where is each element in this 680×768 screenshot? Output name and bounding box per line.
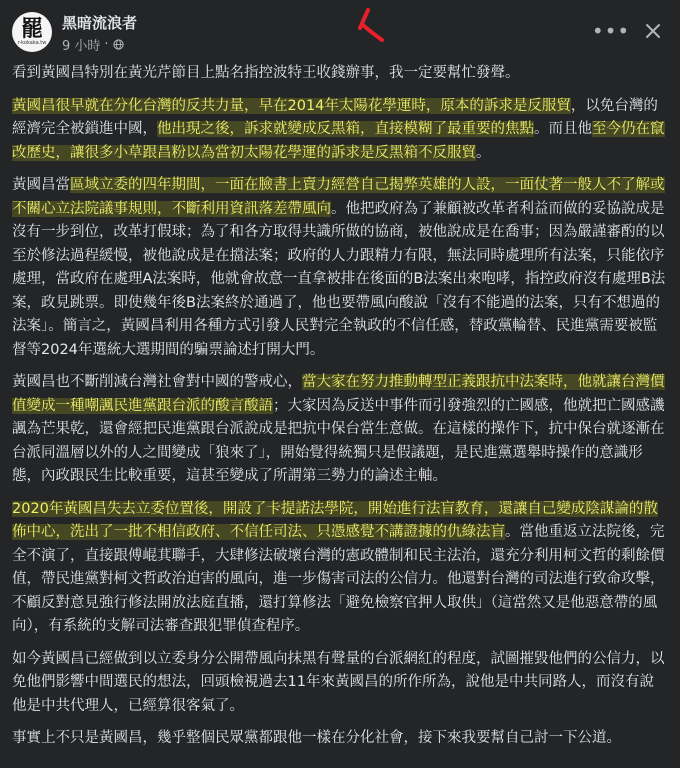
highlighted-text: 黃國昌很早就在分化台灣的反共力量，早在2014年太陽花學運時，原本的訴求是反服貿	[12, 97, 571, 114]
highlighted-text: 至今仍在竄改歷史，讓很多小草跟昌粉以為當初太陽花學運的訴求是反黑箱不反服貿	[12, 121, 665, 161]
avatar[interactable]	[12, 12, 52, 52]
body-text: ；大家因為反送中事件而引發強烈的亡國感，他就把亡國感譏諷為芒果乾，還會經把民進黨跟台派說成是把抗中保台當生意做。在這樣的操作下，抗中保台就逐漸在台派同溫層以外的人之間變成「狼來了」，開始覺得統獨只是假議題，是民進黨選舉時操作的意識形態，內政跟民生比較重要，這甚至變成了所謂第三勢力的論述主軸。	[12, 397, 665, 484]
close-icon[interactable]	[638, 16, 668, 46]
post-paragraph	[12, 174, 668, 362]
page-name[interactable]: 黑暗流浪者	[62, 14, 138, 32]
avatar-glyph: 罷	[20, 16, 43, 42]
highlighted-text: 2020年黃國昌失去立委位置後，開設了卡提諾法學院，開始進行法盲教育，還讓自己變成陰謀論的散佈中心，洗出了一批不相信政府、不信任司法、只憑感覺不講證據的仇綠法盲	[12, 500, 658, 540]
highlighted-text: 區域立委的四年期間，一面在臉書上賣力經營自己揭弊英雄的人設，一面仗著一般人不了解或不關心立法院議事規則，不斷利用資訊落差帶風向	[12, 177, 665, 217]
post-body	[12, 62, 668, 760]
body-text: 黃國昌當	[12, 177, 70, 193]
post-paragraph	[12, 727, 668, 751]
body-text: ，以免台灣的經濟完全被鎖進中國，	[12, 97, 658, 137]
more-dots-icon[interactable]: •••	[591, 19, 631, 43]
body-text: 。當他重返立法院後，完全不演了，直接跟傅崐萁聯手，大肆修法破壞台灣的憲政體制和民主法治，還充分利用柯文哲的剩餘價值，帶民進黨對柯文哲政治迫害的風向，進一步傷害司法的公信力。他還對台灣的司法進行致命攻擊，不顧反對意見強行修法開放法庭直播，還打算修法「避免檢察官押人取供」（這當然又是他惡意帶的風向），有系統的支解司法審查跟犯罪偵查程序。	[12, 524, 665, 634]
body-text: 。他把政府為了兼顧被改革者利益而做的妥協說成是沒有一步到位，改革打假球；為了和各方取得共識所做的協商，被他說成是在喬事；因為嚴謹審酌的以至於修法過程緩慢，被他說成是在擋法案；政府的人力跟精力有限，無法同時處理所有法案，只能依序處理，當政府在處理A法案時，他就會故意一直拿被排在後面的B法案出來咆哮，指控政府沒有處理B法案，政見跳票。即使幾年後B法案終於通過了，他也要帶風向酸說「沒有不能過的法案，只有不想過的法案」。簡言之，黃國昌利用各種方式引發人民對完全執政的不信任感，替政黨輪替、民進黨需要被監督等2024年選統大選期間的騙票論述打開大門。	[12, 200, 666, 358]
body-text: 事實上不只是黃國昌，幾乎整個民眾黨都跟他一樣在分化社會，接下來我要幫自己討一下公道。	[12, 730, 621, 746]
highlighted-text: 他出現之後，訴求就變成反黑箱，直接模糊了最重要的焦點	[157, 121, 534, 137]
body-text: 。而且他	[534, 121, 592, 137]
body-text: 黃國昌也不斷削減台灣社會對中國的警戒心，	[12, 374, 302, 390]
post-paragraph	[12, 62, 668, 86]
post-paragraph	[12, 648, 668, 719]
post-paragraph	[12, 95, 668, 166]
post-paragraph	[12, 498, 668, 639]
post-paragraph	[12, 371, 668, 489]
globe-icon	[113, 39, 124, 50]
post-meta	[62, 35, 124, 54]
red-stroke-mark	[356, 6, 396, 46]
avatar-caption: r-kokaka.tw	[17, 40, 47, 46]
body-text: 。	[476, 144, 491, 161]
post-header	[0, 0, 680, 62]
body-text: 如今黃國昌已經做到以立委身分公開帶風向抹黑有聲量的台派網紅的程度，試圖摧毀他們的公信力，以免他們影響中間選民的想法，回頭檢視過去11年來黃國昌的所作所為，說他是中共同路人，而沒有說他是中共代理人，已經算很客氣了。	[12, 650, 665, 714]
timestamp[interactable]: 9 小時	[62, 39, 101, 54]
meta-separator: ·	[104, 37, 109, 52]
body-text: 看到黃國昌特別在黃光芹節目上點名指控波特王收錢辦事，我一定要幫忙發聲。	[12, 65, 520, 81]
highlighted-text: 當大家在努力推動轉型正義跟抗中法案時，他就讓台灣價值變成一種嘲諷民進黨跟台派的酸言酸語	[12, 374, 665, 414]
